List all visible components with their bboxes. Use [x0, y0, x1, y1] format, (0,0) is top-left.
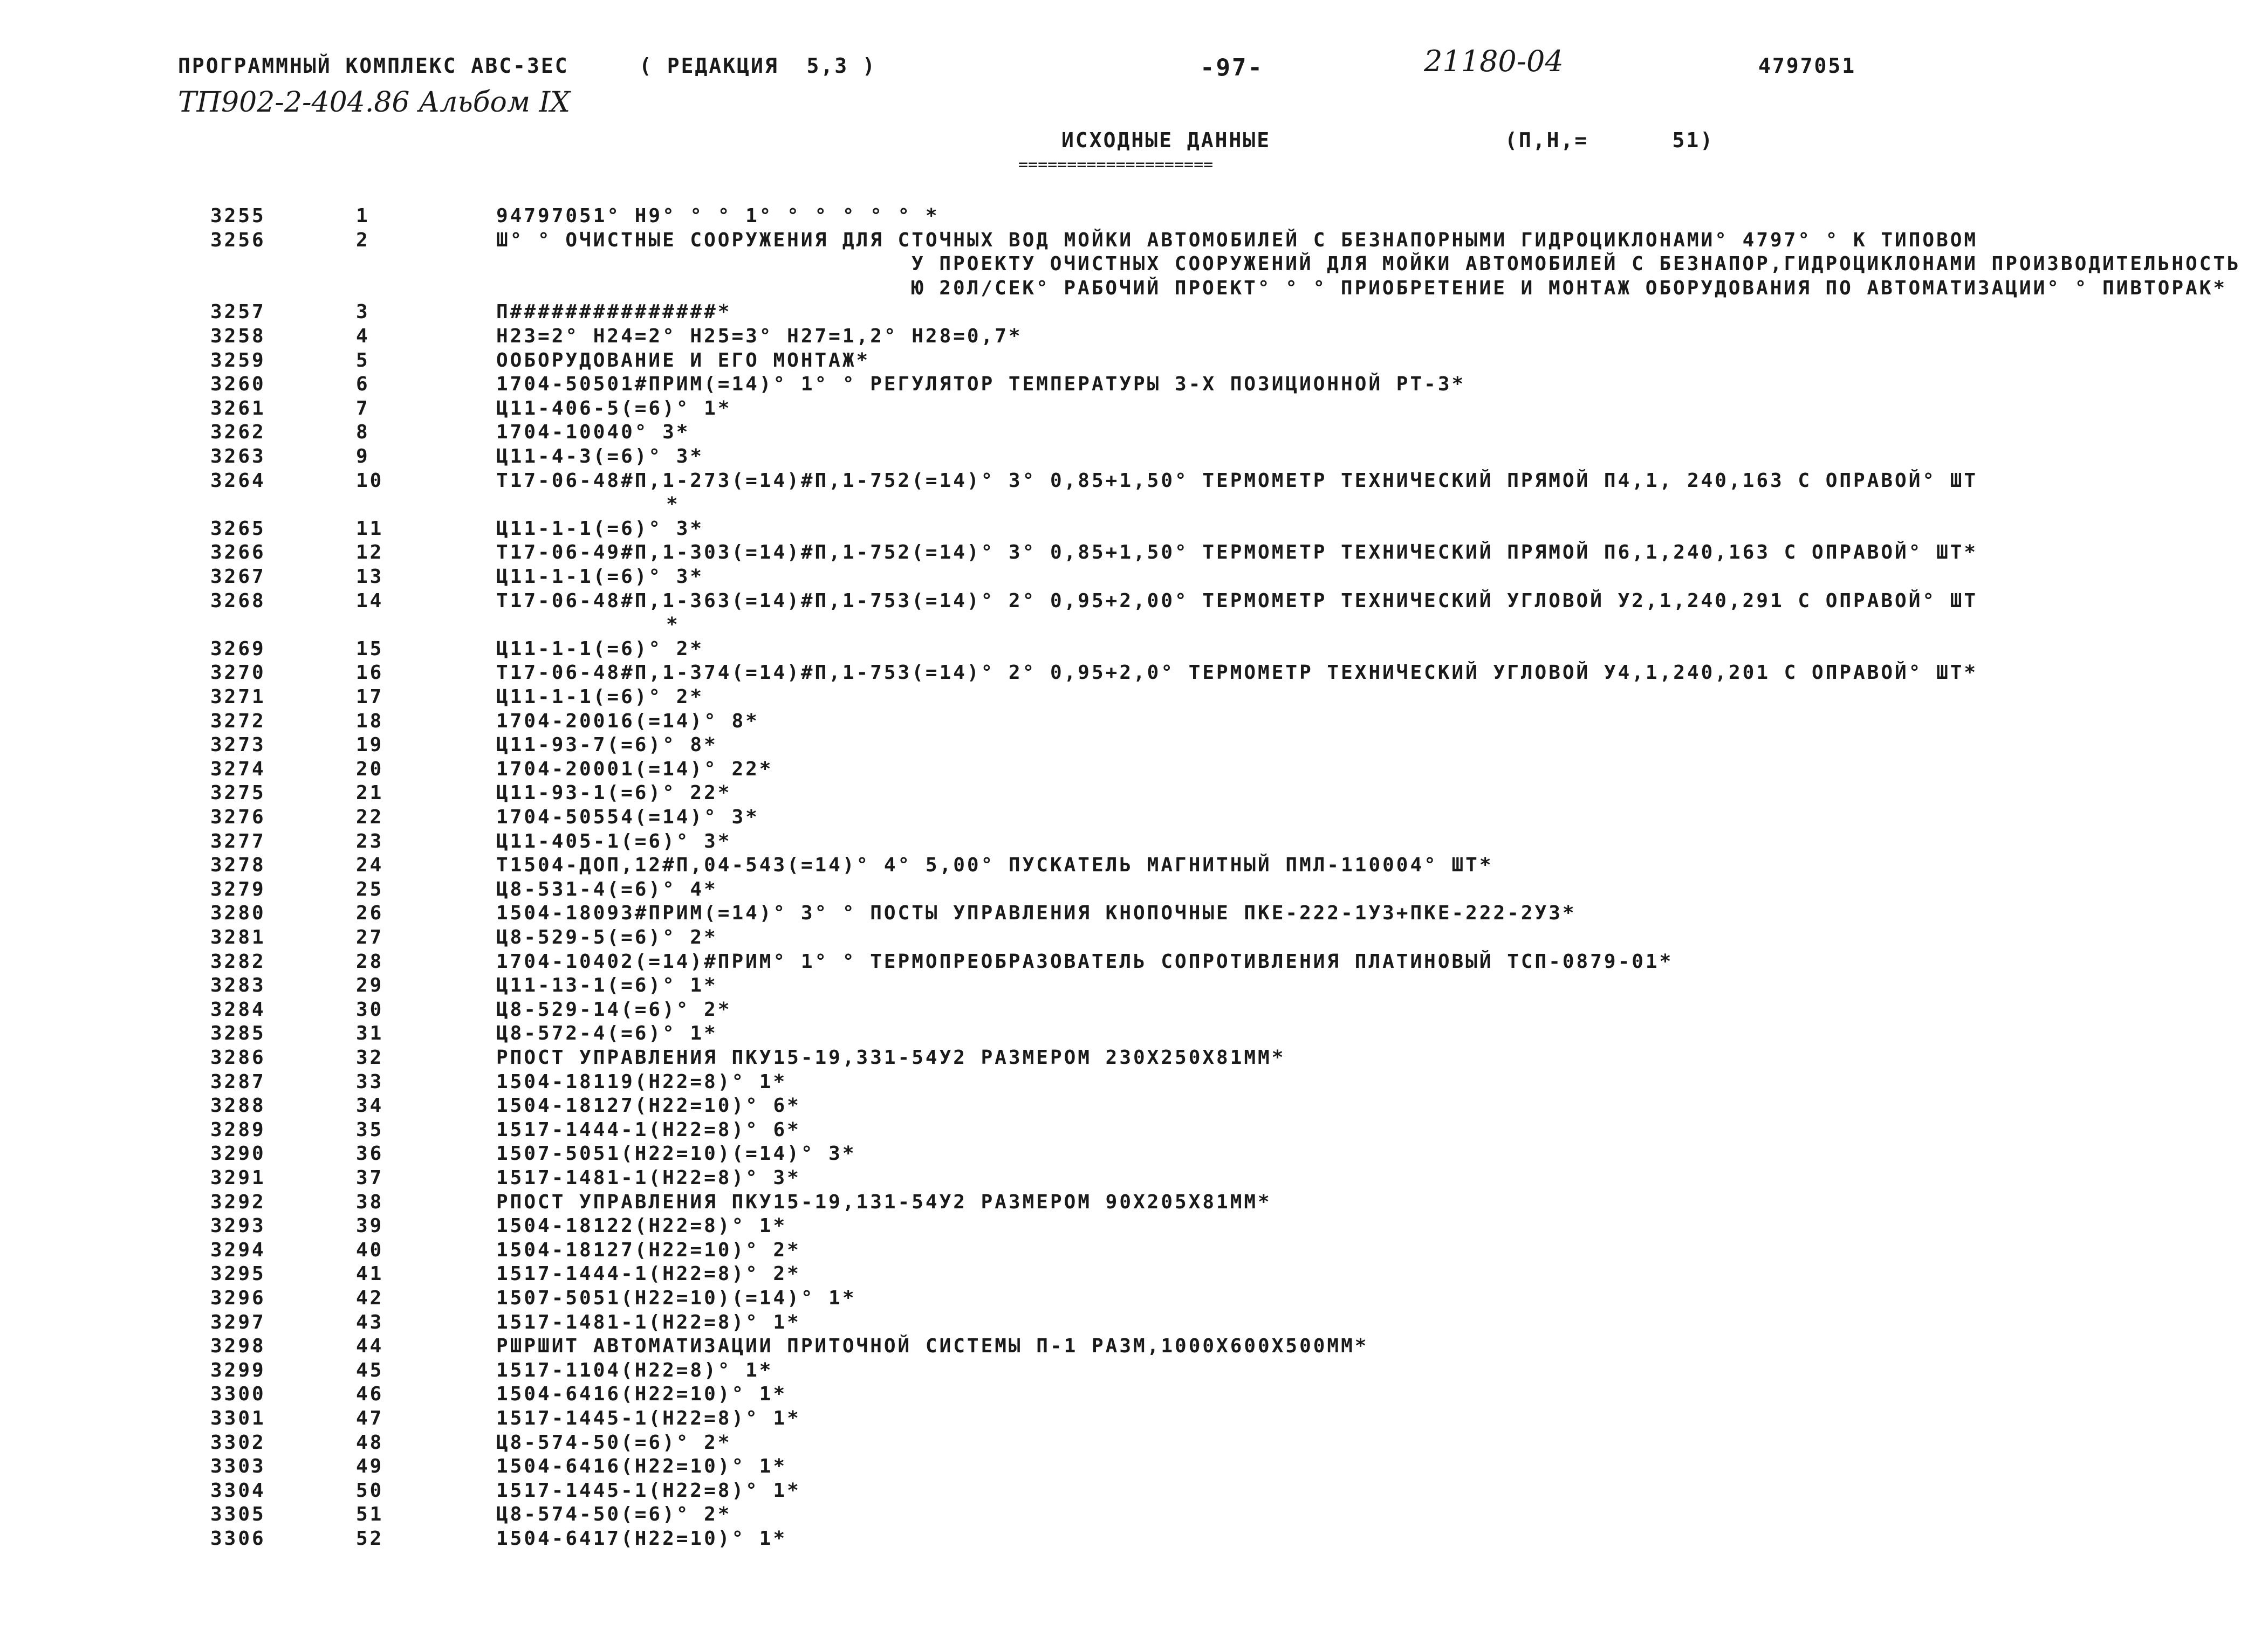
row-text: Ц8-529-5(=6)° 2*	[496, 926, 718, 948]
row-sequence-number: 3297	[210, 1311, 266, 1333]
row-line-number: 4	[356, 325, 370, 347]
handwritten-number: 21180-04	[1424, 44, 1564, 78]
row-text: Н23=2° Н24=2° Н25=3° Н27=1,2° Н28=0,7*	[496, 325, 1023, 347]
row-line-number: 31	[356, 1022, 384, 1045]
row-sequence-number: 3272	[210, 710, 266, 732]
row-text: Ц11-1-1(=6)° 3*	[496, 517, 704, 540]
row-text: 1517-1444-1(Н22=8)° 6*	[496, 1118, 801, 1141]
row-line-number: 1	[356, 205, 370, 227]
row-line-number: 38	[356, 1191, 384, 1213]
row-line-number: 11	[356, 517, 384, 540]
row-sequence-number: 3273	[210, 734, 266, 756]
row-line-number: 29	[356, 974, 384, 997]
row-line-number: 52	[356, 1528, 384, 1550]
row-sequence-number: 3289	[210, 1118, 266, 1141]
row-text: Т1504-ДОП,12#П,04-543(=14)° 4° 5,00° ПУСКАТЕЛЬ МАГНИТНЫЙ ПМЛ-110004° ШТ*	[496, 854, 1493, 877]
row-line-number: 12	[356, 541, 384, 564]
row-sequence-number: 3292	[210, 1191, 266, 1213]
program-name: ПРОГРАММНЫЙ КОМПЛЕКС АВС-3ЕС	[178, 54, 569, 78]
row-text: Ц11-93-7(=6)° 8*	[496, 734, 718, 756]
row-line-number: 15	[356, 637, 384, 660]
row-text: 1704-10402(=14)#ПРИМ° 1° ° ТЕРМОПРЕОБРАЗОВАТЕЛЬ СОПРОТИВЛЕНИЯ ПЛАТИНОВЫЙ ТСП-0879-01*	[496, 950, 1674, 973]
handwritten-album: ТП902-2-404.86 Альбом IX	[178, 86, 571, 119]
row-text-continuation: Ю 20Л/СЕК° РАБОЧИЙ ПРОЕКТ° ° ° ПРИОБРЕТЕНИЕ И МОНТАЖ ОБОРУДОВАНИЯ ПО АВТОМАТИЗАЦИИ° ° ПИВТОРАК*	[912, 277, 2228, 299]
row-text: РПОСТ УПРАВЛЕНИЯ ПКУ15-19,131-54У2 РАЗМЕРОМ 90Х205Х81ММ*	[496, 1191, 1272, 1213]
section-pn: (П,Н,= 51)	[1505, 128, 1715, 152]
row-line-number: 17	[356, 686, 384, 708]
row-sequence-number: 3279	[210, 878, 266, 900]
row-sequence-number: 3256	[210, 229, 266, 251]
row-text: 1517-1444-1(Н22=8)° 2*	[496, 1263, 801, 1285]
row-text: Ц8-529-14(=6)° 2*	[496, 998, 732, 1021]
row-text: Ц11-1-1(=6)° 2*	[496, 637, 704, 660]
row-line-number: 21	[356, 782, 384, 804]
row-text: 94797051° Н9° ° ° 1° ° ° ° ° ° *	[496, 205, 940, 227]
row-line-number: 32	[356, 1047, 384, 1069]
row-text: 1504-6416(Н22=10)° 1*	[496, 1383, 787, 1406]
row-text: 1504-18119(Н22=8)° 1*	[496, 1070, 787, 1093]
row-text: 1504-18127(Н22=10)° 6*	[496, 1095, 801, 1117]
row-sequence-number: 3290	[210, 1143, 266, 1165]
row-line-number: 43	[356, 1311, 384, 1333]
row-sequence-number: 3264	[210, 469, 266, 492]
row-sequence-number: 3293	[210, 1215, 266, 1237]
row-text: 1517-1481-1(Н22=8)° 1*	[496, 1311, 801, 1333]
row-text: Ш° ° ОЧИСТНЫЕ СООРУЖЕНИЯ ДЛЯ СТОЧНЫХ ВОД МОЙКИ АВТОМОБИЛЕЙ С БЕЗНАПОРНЫМИ ГИДРОЦИКЛОНАМИ° 4797° ° К ТИПОВОМ	[496, 229, 1978, 251]
row-sequence-number: 3280	[210, 902, 266, 925]
row-line-number: 27	[356, 926, 384, 948]
row-sequence-number: 3266	[210, 541, 266, 564]
row-sequence-number: 3275	[210, 782, 266, 804]
row-sequence-number: 3259	[210, 349, 266, 372]
row-text: Ц11-406-5(=6)° 1*	[496, 397, 732, 419]
row-sequence-number: 3281	[210, 926, 266, 948]
row-line-number: 8	[356, 421, 370, 444]
row-sequence-number: 3284	[210, 998, 266, 1021]
row-text: 1517-1481-1(Н22=8)° 3*	[496, 1167, 801, 1189]
row-text: 1517-1445-1(Н22=8)° 1*	[496, 1407, 801, 1429]
row-text: Ц11-1-1(=6)° 3*	[496, 566, 704, 588]
row-text: Т17-06-49#П,1-303(=14)#П,1-752(=14)° 3° 0,85+1,50° ТЕРМОМЕТР ТЕХНИЧЕСКИЙ ПРЯМОЙ П6,1,240,163 С ОПРАВОЙ° ШТ*	[496, 541, 1978, 564]
row-line-number: 44	[356, 1335, 384, 1358]
row-sequence-number: 3299	[210, 1359, 266, 1381]
row-line-number: 33	[356, 1070, 384, 1093]
row-text: Ц8-531-4(=6)° 4*	[496, 878, 718, 900]
row-sequence-number: 3265	[210, 517, 266, 540]
row-sequence-number: 3277	[210, 830, 266, 852]
row-line-number: 49	[356, 1455, 384, 1478]
row-text: Ц11-1-1(=6)° 2*	[496, 686, 704, 708]
row-text: Т17-06-48#П,1-273(=14)#П,1-752(=14)° 3° 0,85+1,50° ТЕРМОМЕТР ТЕХНИЧЕСКИЙ ПРЯМОЙ П4,1, 240,163 С ОПРАВОЙ° ШТ	[496, 469, 1978, 492]
row-sequence-number: 3260	[210, 373, 266, 396]
row-sequence-number: 3258	[210, 325, 266, 347]
row-line-number: 30	[356, 998, 384, 1021]
row-line-number: 7	[356, 397, 370, 419]
row-line-number: 10	[356, 469, 384, 492]
row-line-number: 46	[356, 1383, 384, 1406]
row-line-number: 26	[356, 902, 384, 925]
row-sequence-number: 3274	[210, 758, 266, 780]
row-sequence-number: 3287	[210, 1070, 266, 1093]
row-text: РПОСТ УПРАВЛЕНИЯ ПКУ15-19,331-54У2 РАЗМЕРОМ 230Х250Х81ММ*	[496, 1047, 1286, 1069]
row-text: РШРШИТ АВТОМАТИЗАЦИИ ПРИТОЧНОЙ СИСТЕМЫ П-1 РАЗМ,1000Х600Х500ММ*	[496, 1335, 1369, 1358]
row-text: 1504-18093#ПРИМ(=14)° 3° ° ПОСТЫ УПРАВЛЕНИЯ КНОПОЧНЫЕ ПКЕ-222-1У3+ПКЕ-222-2У3*	[496, 902, 1577, 925]
row-line-number: 24	[356, 854, 384, 877]
row-line-number: 48	[356, 1431, 384, 1454]
row-sequence-number: 3305	[210, 1503, 266, 1526]
row-sequence-number: 3296	[210, 1287, 266, 1309]
row-line-number: 37	[356, 1167, 384, 1189]
row-text: 1704-20016(=14)° 8*	[496, 710, 759, 732]
row-sequence-number: 3301	[210, 1407, 266, 1429]
row-text: 1507-5051(Н22=10)(=14)° 3*	[496, 1143, 857, 1165]
row-sequence-number: 3291	[210, 1167, 266, 1189]
row-text: 1704-20001(=14)° 22*	[496, 758, 773, 780]
row-text: 1517-1445-1(Н22=8)° 1*	[496, 1479, 801, 1502]
row-sequence-number: 3255	[210, 205, 266, 227]
row-text: 1704-50554(=14)° 3*	[496, 806, 759, 828]
row-sequence-number: 3283	[210, 974, 266, 997]
row-line-number: 28	[356, 950, 384, 973]
row-line-number: 2	[356, 229, 370, 251]
row-line-number: 40	[356, 1239, 384, 1261]
edition-label: ( РЕДАКЦИЯ 5,3 )	[639, 54, 876, 78]
row-sequence-number: 3269	[210, 637, 266, 660]
row-line-number: 47	[356, 1407, 384, 1429]
row-text-continuation: *	[666, 614, 680, 636]
row-sequence-number: 3300	[210, 1383, 266, 1406]
row-text: 1504-6416(Н22=10)° 1*	[496, 1455, 787, 1478]
row-line-number: 16	[356, 662, 384, 684]
row-sequence-number: 3262	[210, 421, 266, 444]
row-text: ООБОРУДОВАНИЕ И ЕГО МОНТАЖ*	[496, 349, 871, 372]
row-text: Ц11-4-3(=6)° 3*	[496, 445, 704, 467]
row-line-number: 20	[356, 758, 384, 780]
row-sequence-number: 3298	[210, 1335, 266, 1358]
row-line-number: 13	[356, 566, 384, 588]
row-line-number: 6	[356, 373, 370, 396]
row-sequence-number: 3261	[210, 397, 266, 419]
row-line-number: 39	[356, 1215, 384, 1237]
row-sequence-number: 3285	[210, 1022, 266, 1045]
row-sequence-number: 3304	[210, 1479, 266, 1502]
row-text: Т17-06-48#П,1-363(=14)#П,1-753(=14)° 2° 0,95+2,00° ТЕРМОМЕТР ТЕХНИЧЕСКИЙ УГЛОВОЙ У2,1,240,291 С ОПРАВОЙ° ШТ	[496, 589, 1978, 612]
row-text: 1504-18127(Н22=10)° 2*	[496, 1239, 801, 1261]
row-text: Ц11-405-1(=6)° 3*	[496, 830, 732, 852]
row-sequence-number: 3295	[210, 1263, 266, 1285]
row-text: Ц11-13-1(=6)° 1*	[496, 974, 718, 997]
row-sequence-number: 3270	[210, 662, 266, 684]
section-underline: ====================	[1018, 155, 1214, 174]
row-text: Ц8-574-50(=6)° 2*	[496, 1503, 732, 1526]
document-code: 4797051	[1758, 54, 1856, 78]
row-line-number: 45	[356, 1359, 384, 1381]
row-sequence-number: 3278	[210, 854, 266, 877]
row-sequence-number: 3263	[210, 445, 266, 467]
row-text: Ц11-93-1(=6)° 22*	[496, 782, 732, 804]
row-line-number: 36	[356, 1143, 384, 1165]
row-text: 1507-5051(Н22=10)(=14)° 1*	[496, 1287, 857, 1309]
row-sequence-number: 3282	[210, 950, 266, 973]
section-title: ИСХОДНЫЕ ДАННЫЕ	[1061, 128, 1271, 152]
row-line-number: 5	[356, 349, 370, 372]
row-line-number: 22	[356, 806, 384, 828]
row-line-number: 35	[356, 1118, 384, 1141]
row-sequence-number: 3286	[210, 1047, 266, 1069]
row-text: Ц8-572-4(=6)° 1*	[496, 1022, 718, 1045]
page-number: -97-	[1200, 54, 1264, 81]
row-sequence-number: 3288	[210, 1095, 266, 1117]
row-sequence-number: 3302	[210, 1431, 266, 1454]
row-line-number: 34	[356, 1095, 384, 1117]
row-line-number: 19	[356, 734, 384, 756]
row-sequence-number: 3306	[210, 1528, 266, 1550]
row-line-number: 50	[356, 1479, 384, 1502]
row-text: 1704-10040° 3*	[496, 421, 690, 444]
row-sequence-number: 3267	[210, 566, 266, 588]
row-line-number: 25	[356, 878, 384, 900]
row-line-number: 18	[356, 710, 384, 732]
row-line-number: 42	[356, 1287, 384, 1309]
row-line-number: 23	[356, 830, 384, 852]
row-line-number: 3	[356, 301, 370, 324]
row-line-number: 14	[356, 589, 384, 612]
row-sequence-number: 3303	[210, 1455, 266, 1478]
row-sequence-number: 3268	[210, 589, 266, 612]
row-sequence-number: 3257	[210, 301, 266, 324]
row-text: Т17-06-48#П,1-374(=14)#П,1-753(=14)° 2° 0,95+2,0° ТЕРМОМЕТР ТЕХНИЧЕСКИЙ УГЛОВОЙ У4,1,240,201 С ОПРАВОЙ° ШТ*	[496, 662, 1978, 684]
row-text: Ц8-574-50(=6)° 2*	[496, 1431, 732, 1454]
row-text-continuation: *	[666, 493, 680, 516]
row-sequence-number: 3271	[210, 686, 266, 708]
row-text-continuation: У ПРОЕКТУ ОЧИСТНЫХ СООРУЖЕНИЙ ДЛЯ МОЙКИ АВТОМОБИЛЕЙ С БЕЗНАПОР,ГИДРОЦИКЛОНАМИ ПРОИЗВОДИТЕЛЬНОСТЬ	[912, 253, 2241, 276]
row-sequence-number: 3294	[210, 1239, 266, 1261]
row-line-number: 41	[356, 1263, 384, 1285]
row-text: 1504-18122(Н22=8)° 1*	[496, 1215, 787, 1237]
row-sequence-number: 3276	[210, 806, 266, 828]
row-line-number: 51	[356, 1503, 384, 1526]
row-text: П###############*	[496, 301, 732, 324]
row-text: 1704-50501#ПРИМ(=14)° 1° ° РЕГУЛЯТОР ТЕМПЕРАТУРЫ 3-Х ПОЗИЦИОННОЙ РТ-3*	[496, 373, 1466, 396]
row-text: 1504-6417(Н22=10)° 1*	[496, 1528, 787, 1550]
row-text: 1517-1104(Н22=8)° 1*	[496, 1359, 773, 1381]
row-line-number: 9	[356, 445, 370, 467]
